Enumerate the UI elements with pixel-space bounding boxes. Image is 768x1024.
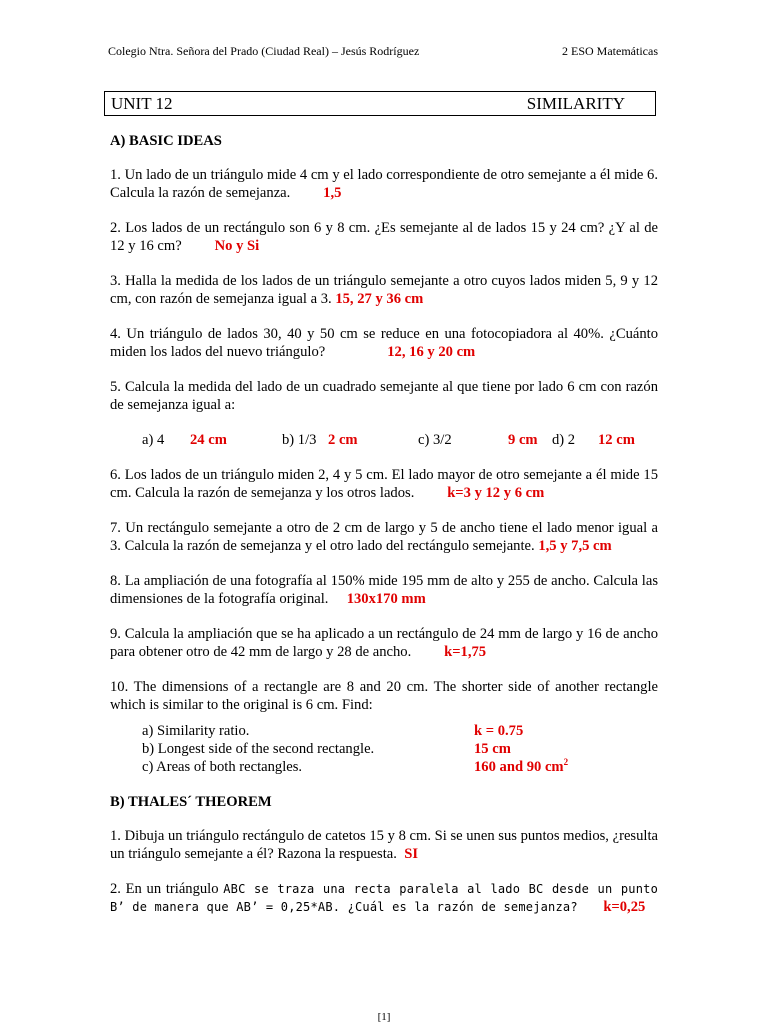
question-text: 1. Un lado de un triángulo mide 4 cm y el lado correspondiente de otro semejante a él mide 6. Calcula la razón de semejanza.	[110, 167, 658, 201]
question-a4	[110, 325, 658, 361]
question-text: 7. Un rectángulo semejante a otro de 2 cm de largo y 5 de ancho tiene el lado menor igual a 3. Calcula la razón de semejanza y el otro lado del rectángulo semejante.	[110, 520, 658, 554]
option-d-answer: 12 cm	[598, 432, 635, 448]
part-a	[142, 722, 658, 740]
question-text: 3. Halla la medida de los lados de un triángulo semejante a otro cuyos lados miden 5, 9 y 12 cm, con razón de semejanza igual a 3.	[110, 273, 658, 307]
part-c-answer-exponent: 2	[563, 757, 569, 768]
answer: k=0,25	[603, 899, 646, 915]
answer: No y Si	[214, 238, 260, 254]
question-text: 9. Calcula la ampliación que se ha aplicado a un rectángulo de 24 mm de largo y 16 de ancho para obtener otro de 42 mm de largo y 28 de ancho.	[110, 626, 658, 660]
option-a-label: a) 4	[142, 432, 165, 448]
part-c-text: c) Areas of both rectangles.	[142, 759, 303, 775]
question-text-start: 2. En un triángulo	[110, 881, 219, 897]
question-a1	[110, 166, 658, 202]
question-a8	[110, 572, 658, 608]
unit-title-box	[104, 91, 656, 116]
question-a5	[110, 378, 658, 414]
question-text: 8. La ampliación de una fotografía al 150% mide 195 mm de alto y 255 de ancho. Calcula las dimensiones de la fotografía original.	[110, 573, 658, 607]
header-right: 2 ESO Matemáticas	[562, 44, 658, 58]
part-c	[142, 758, 658, 776]
question-a5-options	[110, 431, 658, 449]
option-a-answer: 24 cm	[190, 432, 227, 448]
question-text: 10. The dimensions of a rectangle are 8 and 20 cm. The shorter side of another rectangle which is similar to the original is 6 cm. Find:	[110, 679, 658, 713]
part-a-answer: k = 0.75	[474, 723, 524, 739]
question-a3	[110, 272, 658, 308]
part-c-answer	[474, 758, 568, 776]
question-text-rest: ABC se traza una recta paralela al lado BC desde un punto B’ de manera que AB’ = 0,25*AB. ¿Cuál es la razón de semejanza?	[110, 882, 659, 914]
question-text: 5. Calcula la medida del lado de un cuadrado semejante al que tiene por lado 6 cm con razón de semejanza igual a:	[110, 379, 658, 413]
header-left: Colegio Ntra. Señora del Prado (Ciudad Real) – Jesús Rodríguez	[108, 44, 420, 58]
question-b1	[110, 827, 658, 863]
option-c-label: c) 3/2	[418, 432, 452, 448]
question-a9	[110, 625, 658, 661]
answer: 15, 27 y 36 cm	[335, 291, 424, 307]
answer: 12, 16 y 20 cm	[387, 344, 476, 360]
answer: k=3 y 12 y 6 cm	[447, 485, 545, 501]
question-text: 2. Los lados de un rectángulo son 6 y 8 cm. ¿Es semejante al de lados 15 y 24 cm? ¿Y al de 12 y 16 cm?	[110, 220, 658, 254]
part-b-text: b) Longest side of the second rectangle.	[142, 741, 375, 757]
option-d-label: d) 2	[552, 432, 576, 448]
question-text: 4. Un triángulo de lados 30, 40 y 50 cm se reduce en una fotocopiadora al 40%. ¿Cuánto miden los lados del nuevo triángulo?	[110, 326, 658, 360]
question-a10-parts	[110, 722, 658, 776]
section-a-title: A) BASIC IDEAS	[110, 133, 222, 149]
option-b-answer: 2 cm	[328, 432, 358, 448]
part-a-text: a) Similarity ratio.	[142, 723, 250, 739]
question-a6	[110, 466, 658, 502]
part-b-answer: 15 cm	[474, 741, 511, 757]
question-b2	[110, 880, 658, 916]
answer: 130x170 mm	[346, 591, 426, 607]
answer: 1,5 y 7,5 cm	[538, 538, 612, 554]
question-a7	[110, 519, 658, 555]
answer: SI	[404, 846, 418, 862]
option-c-answer: 9 cm	[508, 432, 538, 448]
page-number: [1]	[377, 1011, 391, 1023]
part-b	[142, 740, 658, 758]
worksheet-content	[110, 132, 658, 933]
answer: 1,5	[323, 185, 342, 201]
question-a10	[110, 678, 658, 714]
part-c-answer-value: 160 and 90 cm	[474, 759, 564, 775]
answer: k=1,75	[444, 644, 487, 660]
question-text: 1. Dibuja un triángulo rectángulo de catetos 15 y 8 cm. Si se unen sus puntos medios, ¿resulta un triángulo semejante a él? Razona la respuesta.	[110, 828, 658, 862]
question-a2	[110, 219, 658, 255]
unit-title: SIMILARITY	[526, 94, 625, 113]
section-b-title: B) THALES´ THEOREM	[110, 794, 272, 810]
option-b-label: b) 1/3	[282, 432, 317, 448]
unit-number: UNIT 12	[111, 94, 173, 113]
question-text: 6. Los lados de un triángulo miden 2, 4 y 5 cm. El lado mayor de otro semejante a él mide 15 cm. Calcula la razón de semejanza y los otros lados.	[110, 467, 658, 501]
